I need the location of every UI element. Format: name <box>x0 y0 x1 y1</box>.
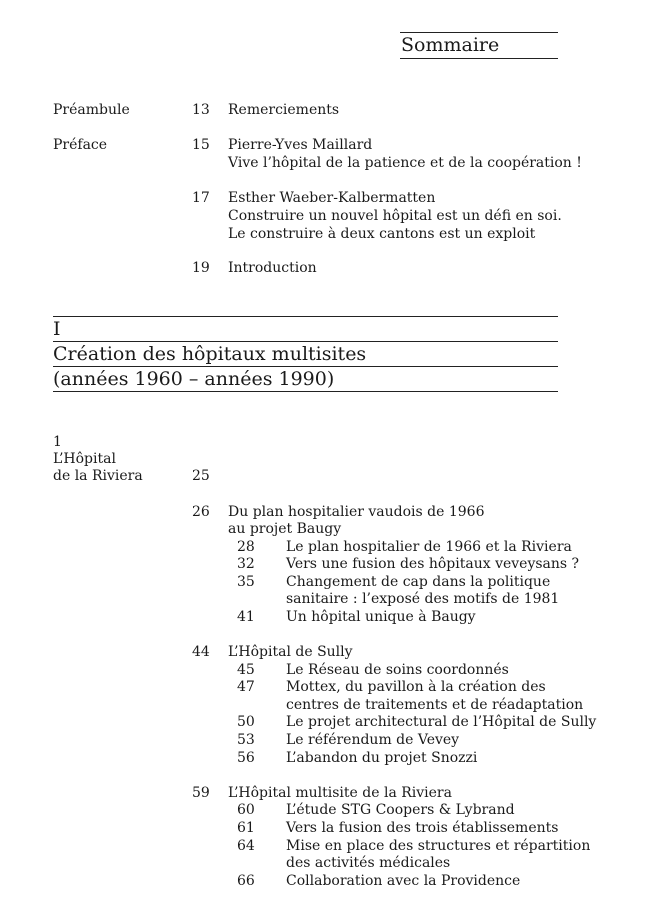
subsection-page: 35 <box>237 574 255 590</box>
section-page: 44 <box>192 644 210 660</box>
section-title: L’Hôpital multisite de la Riviera <box>228 785 452 801</box>
part-number: I <box>53 318 61 340</box>
front-page: 15 <box>192 137 210 153</box>
front-entry-line: Vive l’hôpital de la patience et de la coopération ! <box>228 155 582 171</box>
subsection-title: des activités médicales <box>286 855 451 871</box>
subsection-title: Vers la fusion des trois établissements <box>286 820 559 836</box>
section-page: 59 <box>192 785 210 801</box>
part-rule <box>53 341 558 342</box>
front-entry-line: Construire un nouvel hôpital est un défi en soi. <box>228 208 562 224</box>
subsection-title: Le projet architectural de l’Hôpital de Sully <box>286 714 597 730</box>
subsection-title: L’étude STG Coopers & Lybrand <box>286 802 515 818</box>
subsection-page: 66 <box>237 873 255 889</box>
front-page: 13 <box>192 102 210 118</box>
page-title: Sommaire <box>401 34 500 56</box>
subsection-page: 41 <box>237 609 255 625</box>
title-rule-bottom <box>400 58 558 59</box>
front-entry-line: Remerciements <box>228 102 340 118</box>
part-title: Création des hôpitaux multisites <box>53 343 367 365</box>
chapter-title: L’Hôpital <box>53 451 116 467</box>
front-label: Préface <box>53 137 108 153</box>
subsection-page: 61 <box>237 820 255 836</box>
subsection-page: 64 <box>237 838 255 854</box>
part-subtitle: (années 1960 – années 1990) <box>53 368 335 390</box>
chapter-title: de la Riviera <box>53 468 143 484</box>
subsection-title: sanitaire : l’exposé des motifs de 1981 <box>286 591 560 607</box>
part-rule <box>53 316 558 317</box>
subsection-title: Le Réseau de soins coordonnés <box>286 662 509 678</box>
part-rule <box>53 391 558 392</box>
front-entry-line: Pierre-Yves Maillard <box>228 137 373 153</box>
subsection-title: L’abandon du projet Snozzi <box>286 750 478 766</box>
subsection-page: 53 <box>237 732 255 748</box>
front-page: 19 <box>192 260 210 276</box>
front-page: 17 <box>192 190 210 206</box>
part-rule <box>53 366 558 367</box>
subsection-page: 50 <box>237 714 255 730</box>
subsection-title: Le plan hospitalier de 1966 et la Riviera <box>286 539 572 555</box>
subsection-page: 32 <box>237 556 255 572</box>
subsection-title: Collaboration avec la Providence <box>286 873 521 889</box>
front-entry-line: Introduction <box>228 260 317 276</box>
title-rule-top <box>400 32 558 33</box>
section-page: 26 <box>192 504 210 520</box>
subsection-page: 56 <box>237 750 255 766</box>
subsection-title: Un hôpital unique à Baugy <box>286 609 476 625</box>
subsection-page: 45 <box>237 662 255 678</box>
section-title: L’Hôpital de Sully <box>228 644 353 660</box>
subsection-title: Le référendum de Vevey <box>286 732 460 748</box>
front-label: Préambule <box>53 102 130 118</box>
front-entry-line: Le construire à deux cantons est un exploit <box>228 226 536 242</box>
section-title: au projet Baugy <box>228 521 342 537</box>
subsection-title: Mise en place des structures et répartition <box>286 838 591 854</box>
front-entry-line: Esther Waeber-Kalbermatten <box>228 190 436 206</box>
subsection-title: Vers une fusion des hôpitaux veveysans ? <box>286 556 580 572</box>
chapter-page: 25 <box>192 468 210 484</box>
subsection-page: 28 <box>237 539 255 555</box>
subsection-title: Changement de cap dans la politique <box>286 574 551 590</box>
subsection-title: centres de traitements et de réadaptation <box>286 697 584 713</box>
subsection-page: 47 <box>237 679 255 695</box>
chapter-number: 1 <box>53 434 62 450</box>
section-title: Du plan hospitalier vaudois de 1966 <box>228 504 485 520</box>
subsection-page: 60 <box>237 802 255 818</box>
subsection-title: Mottex, du pavillon à la création des <box>286 679 546 695</box>
